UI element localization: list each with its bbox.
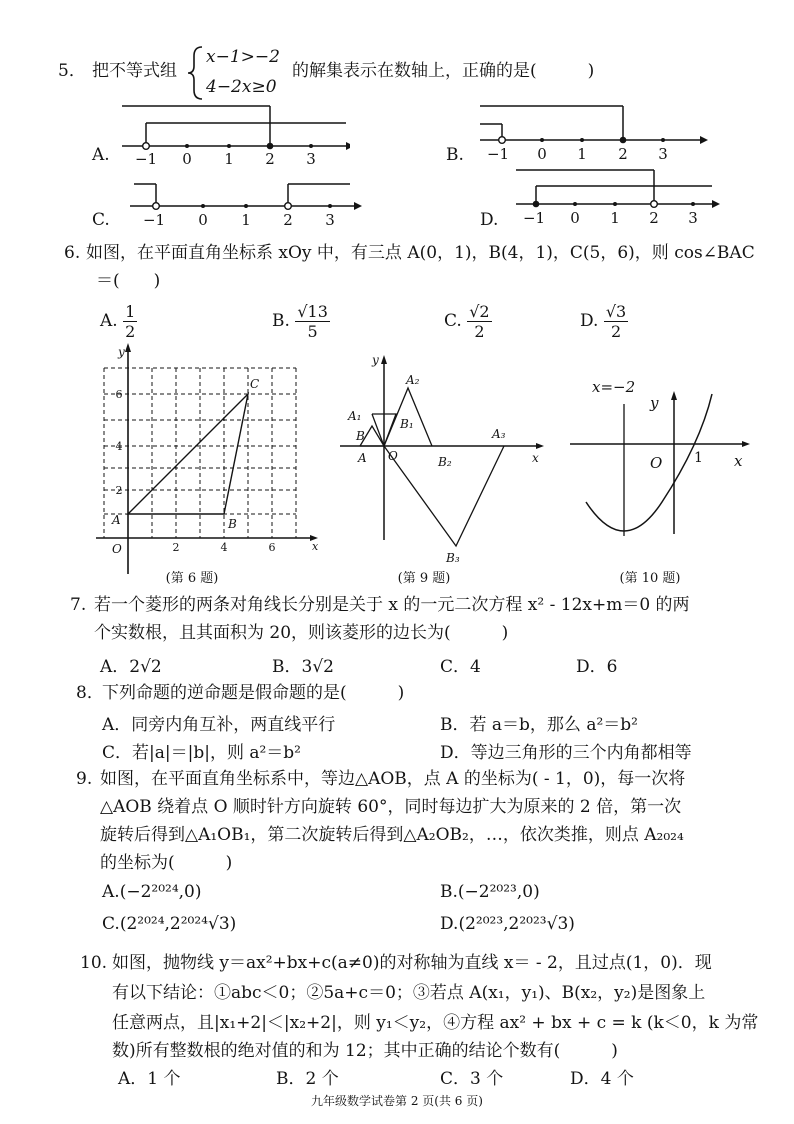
q5-option-a-numberline (118, 100, 350, 172)
point-label: C (250, 377, 260, 391)
tick-label: 3 (306, 150, 316, 168)
option-text: 4 (470, 657, 481, 677)
option-text: 6 (606, 657, 618, 677)
q10-line-1: 如图，抛物线 y＝ax²+bx+c(a≠0)的对称轴为直线 x＝ - 2，且过点(1，0)．现 (112, 953, 712, 973)
tick-label: 4 (220, 541, 228, 554)
tick-label: −1 (142, 211, 166, 229)
point-label: A (112, 513, 121, 527)
option-label: B． (272, 657, 302, 677)
option-text: (2²⁰²⁴,2²⁰²⁴√3) (119, 914, 237, 934)
option-text: 2 个 (305, 1069, 339, 1089)
arrow-icon (381, 355, 387, 364)
q7-stem-2: 个实数根，且其面积为 20，则该菱形的边长为( ) (94, 623, 509, 643)
tick-label: 4 (115, 440, 123, 453)
q9-option-c[interactable] (102, 914, 236, 934)
option-label: B． (276, 1069, 306, 1089)
option-label: A. (102, 882, 120, 902)
q10-line-2: 有以下结论：①abc＜0；②5a+c＝0；③若点 A(x₁，y₁)、B(x₂，y₂)是图象上 (112, 983, 706, 1003)
q9-option-d[interactable] (440, 914, 575, 934)
option-label: C. (444, 311, 462, 331)
figure-caption: (第 10 题) (619, 571, 681, 586)
tick-label: 2 (265, 150, 275, 168)
q9-line-1: 如图，在平面直角坐标系中，等边△AOB，点 A 的坐标为( - 1，0)，每一次将 (100, 769, 686, 789)
q6-option-a[interactable] (100, 302, 137, 341)
denominator: 5 (307, 322, 318, 341)
point-label: B₂ (438, 455, 452, 469)
q10-line-4: 数)所有整数根的绝对值的和为 12；其中正确的结论个数有( ) (112, 1041, 618, 1061)
arrow-icon (354, 202, 362, 210)
arrow-icon (712, 200, 720, 208)
option-text: 若 a＝b，那么 a²＝b² (469, 715, 638, 735)
figure-9-rotating-triangles (336, 350, 556, 590)
tick-label: 2 (115, 484, 123, 497)
q8-number: 8． (76, 683, 104, 703)
tick-label: 0 (182, 150, 192, 168)
q6-stem: 如图，在平面直角坐标系 xOy 中，有三点 A(0，1)，B(4，1)，C(5，6)，则 cos∠BAC (86, 243, 755, 263)
option-text: 若|a|＝|b|，则 a²＝b² (132, 743, 301, 763)
option-text: (−2²⁰²⁴,0) (119, 882, 202, 902)
tick-label: 3 (325, 211, 335, 229)
option-label: D. (440, 914, 459, 934)
option-label: B. (272, 311, 290, 331)
q6-option-c[interactable] (444, 302, 492, 341)
q5-option-b-label[interactable]: B. (446, 145, 464, 165)
option-text: 2√2 (129, 657, 162, 677)
q9-option-b[interactable] (440, 882, 540, 902)
open-point-icon (651, 201, 658, 208)
open-point-icon (153, 203, 160, 210)
solid-point-icon (533, 201, 540, 208)
q6-stem-2: ＝( ) (96, 271, 161, 291)
arrow-icon (346, 142, 350, 150)
point-label: A (358, 451, 367, 465)
fraction (123, 302, 137, 341)
page-footer: 九年级数学试卷第 2 页(共 6 页) (311, 1094, 483, 1108)
option-text: 等边三角形的三个内角都相等 (470, 743, 692, 763)
point-label: A₂ (406, 373, 420, 387)
q8-option-d[interactable] (440, 738, 692, 763)
tick-label: 0 (537, 145, 547, 163)
numerator: √2 (469, 302, 490, 321)
tick-label: 1 (224, 150, 234, 168)
q5-option-c-label[interactable]: C. (92, 210, 110, 230)
option-text: 同旁内角互补，两直线平行 (131, 715, 336, 735)
option-label: D． (576, 657, 607, 677)
q7-option-a[interactable] (100, 652, 162, 677)
tick-label: 2 (649, 209, 659, 227)
q6-number: 6. (64, 243, 81, 263)
q7-stem: 若一个菱形的两条对角线长分别是关于 x 的一元二次方程 x² - 12x+m＝0 的两 (94, 595, 690, 615)
q9-option-a[interactable] (102, 882, 202, 902)
q5-option-d-label[interactable]: D. (480, 210, 499, 230)
option-label: A． (100, 657, 130, 677)
axis-label: y (372, 353, 379, 367)
q5-stem-suffix: 的解集表示在数轴上，正确的是( ) (292, 61, 595, 81)
open-point-icon (285, 203, 292, 210)
option-label: D． (440, 743, 471, 763)
dashed-grid (104, 368, 296, 538)
q5-stem-prefix: 把不等式组 (92, 61, 177, 81)
q7-option-d[interactable] (576, 652, 617, 677)
tick-label: 1 (577, 145, 587, 163)
axis-label: y (650, 394, 659, 412)
q8-option-c[interactable] (102, 738, 301, 763)
q10-option-c[interactable] (440, 1064, 503, 1089)
point-label: B (228, 517, 237, 531)
option-text: 1 个 (147, 1069, 181, 1089)
q5-option-d-numberline (512, 164, 722, 236)
q5-brace (186, 44, 208, 102)
point-label: B (356, 429, 365, 443)
q9-line-4: 的坐标为( ) (100, 853, 233, 873)
q7-option-b[interactable] (272, 652, 334, 677)
tick-label: −1 (134, 150, 158, 168)
denominator: 2 (610, 322, 622, 341)
option-label: C． (440, 657, 471, 677)
tick-label: 2 (618, 145, 628, 163)
option-label: C． (102, 743, 133, 763)
axis-label: x (734, 452, 743, 470)
option-label: C. (102, 914, 120, 934)
figure-caption: (第 9 题) (397, 571, 451, 586)
numerator: 1 (125, 302, 136, 321)
q10-option-a[interactable] (118, 1064, 181, 1089)
q5-option-b-numberline (476, 100, 708, 172)
tick-label: 1 (694, 450, 703, 466)
denominator: 2 (474, 322, 485, 341)
tick-label: 3 (658, 145, 668, 163)
solid-point-icon (620, 137, 627, 144)
tick-label: −1 (522, 209, 546, 227)
origin-label: O (650, 454, 663, 472)
arrow-icon (125, 343, 131, 352)
solid-point-icon (267, 143, 274, 150)
option-label: B． (440, 715, 470, 735)
option-text: 3√2 (301, 657, 334, 677)
figure-10-parabola (566, 370, 760, 590)
figure-6-grid (92, 338, 328, 590)
tick-label: 1 (610, 209, 620, 227)
tick-label: 0 (198, 211, 208, 229)
point-label: B₁ (400, 417, 414, 431)
axis-label: x=−2 (592, 378, 636, 396)
q5-inequality-2: 4−2x≥0 (206, 77, 277, 97)
denominator: 2 (125, 322, 136, 341)
option-label: D. (580, 311, 599, 331)
axis-label: x (532, 451, 539, 465)
q10-number: 10. (80, 953, 108, 973)
arrow-icon (742, 441, 750, 447)
arrow-icon (536, 443, 544, 449)
option-label: A. (100, 311, 118, 331)
option-label: A． (118, 1069, 148, 1089)
option-label: D． (570, 1069, 601, 1089)
tick-label: 2 (283, 211, 293, 229)
arrow-icon (671, 391, 677, 400)
q5-inequality-1: x−1>−2 (206, 47, 280, 67)
q7-number: 7. (70, 595, 87, 615)
axis-label: y (118, 345, 125, 359)
figure-caption: (第 6 题) (165, 571, 219, 586)
q9-number: 9. (76, 769, 93, 789)
numerator: √13 (297, 302, 328, 321)
triangle-abc (128, 394, 248, 514)
fraction (467, 302, 491, 341)
tick-label: 1 (241, 211, 251, 229)
open-point-icon (143, 143, 150, 150)
arrow-icon (700, 136, 708, 144)
fraction (295, 302, 330, 341)
origin-label: O (112, 542, 122, 556)
point-label: B₃ (446, 551, 460, 565)
option-text: 3 个 (470, 1069, 504, 1089)
q8-stem: 下列命题的逆命题是假命题的是( ) (102, 683, 405, 703)
q5-option-a-label[interactable]: A. (92, 145, 110, 165)
axis-label: x (312, 540, 319, 553)
q5-option-c-numberline (126, 174, 362, 234)
tick-label: 6 (268, 541, 276, 554)
option-label: A． (102, 715, 132, 735)
q8-option-b[interactable] (440, 710, 638, 735)
q6-option-b[interactable] (272, 302, 330, 341)
point-label: A₃ (492, 427, 506, 441)
q10-option-d[interactable] (570, 1064, 634, 1089)
tick-label: 3 (688, 209, 698, 227)
tick-label: 6 (115, 388, 123, 401)
q7-option-c[interactable] (440, 652, 481, 677)
tick-label: 2 (172, 541, 180, 554)
numerator: √3 (605, 302, 627, 321)
point-label: A₁ (348, 409, 362, 423)
q9-line-3: 旋转后得到△A₁OB₁，第二次旋转后得到△A₂OB₂，…，依次类推，则点 A₂₀₂₄ (100, 825, 684, 845)
q6-option-d[interactable] (580, 302, 628, 341)
option-text: (2²⁰²³,2²⁰²³√3) (458, 914, 575, 934)
tick-label: 0 (570, 209, 580, 227)
option-text: (−2²⁰²³,0) (457, 882, 540, 902)
open-point-icon (499, 137, 506, 144)
origin-label: O (388, 449, 398, 463)
q5-number: 5． (58, 61, 86, 81)
option-label: B. (440, 882, 458, 902)
option-text: 4 个 (600, 1069, 634, 1089)
q10-line-3: 任意两点，且|x₁+2|＜|x₂+2|，则 y₁＜y₂，④方程 ax² + bx + c = k (k＜0，k 为常 (112, 1013, 759, 1033)
q8-option-a[interactable] (102, 710, 335, 735)
fraction (604, 302, 628, 341)
q9-line-2: △AOB 绕着点 O 顺时针方向旋转 60°，同时每边扩大为原来的 2 倍，第一次 (100, 797, 682, 817)
q10-option-b[interactable] (276, 1064, 339, 1089)
option-label: C． (440, 1069, 471, 1089)
tick-label: −1 (486, 145, 510, 163)
